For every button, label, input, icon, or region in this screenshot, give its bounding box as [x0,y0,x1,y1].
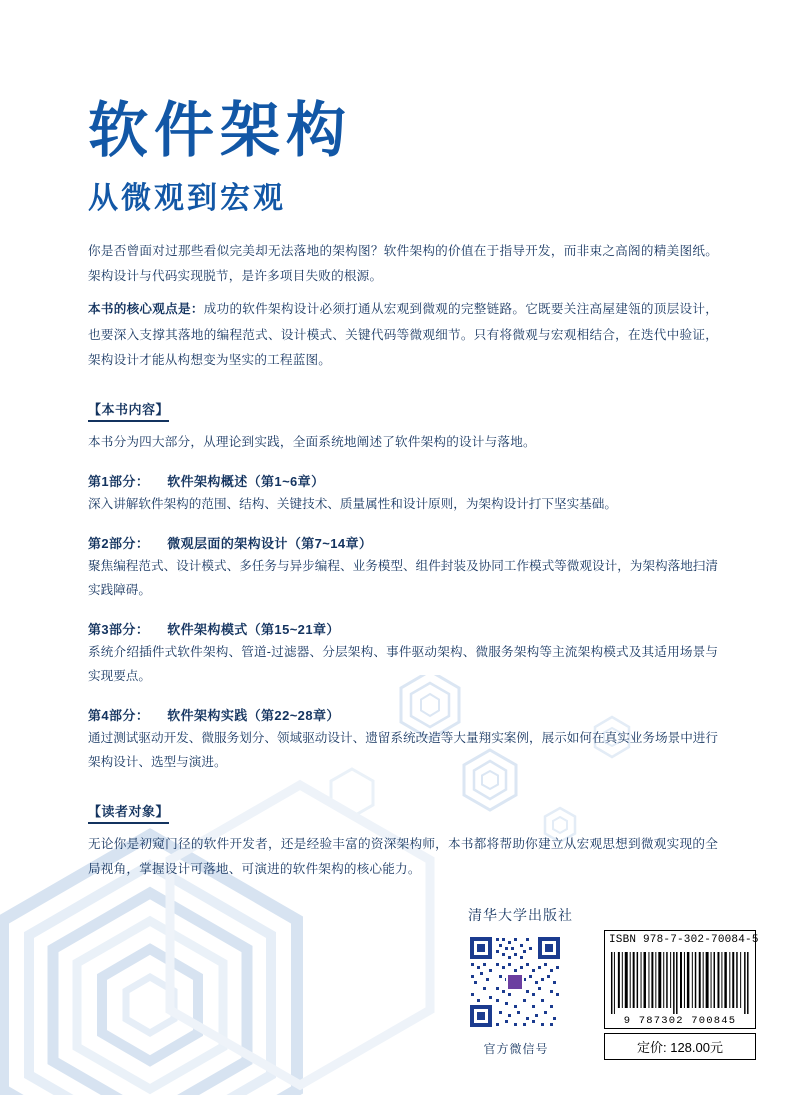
part-label-2: 第2部分： [88,535,150,551]
back-cover-content [88,96,718,882]
section-heading-contents: 【本书内容】 [88,399,169,422]
part-name-2: 微观层面的架构设计（第7~14章） [167,535,373,551]
part-desc-1: 深入讲解软件架构的范围、结构、关键技术、质量属性和设计原则，为架构设计打下坚实基础。 [88,497,617,512]
part-name-4: 软件架构实践（第22~28章） [167,707,340,723]
isbn-barcode-block [604,930,759,1060]
part-desc-3: 系统介绍插件式软件架构、管道-过滤器、分层架构、事件驱动架构、微服务架构等主流架构模式及其适用场景与实现要点。 [88,644,718,684]
barcode [604,948,756,1029]
qr-caption: 官方微信号 [483,1042,549,1056]
part-title-4 [88,705,718,724]
book-title: 软件架构 [88,96,352,166]
intro-paragraph-2-lead: 本书的核心观点是： [88,302,204,317]
wechat-qr-code [468,935,562,1029]
part-name-3: 软件架构模式（第15~21章） [167,621,340,637]
publisher-name: 清华大学出版社 [468,907,573,923]
part-title-1 [88,471,718,490]
part-title-3 [88,619,718,638]
barcode-digits: 9 787302 700845 [623,1015,737,1027]
part-title-2 [88,533,718,552]
intro-paragraph-2-body: 成功的软件架构设计必须打通从宏观到微观的完整链路。它既要关注高屋建瓴的顶层设计，也要深入支撑其落地的编程范式、设计模式、关键代码等微观细节。只有将微观与宏观相结合，在迭代中验证，架构设计才能从构想变为坚实的工程蓝图。 [88,302,718,367]
part-label-4: 第4部分： [88,707,150,723]
price-label: 定价: 128.00元 [604,1033,756,1060]
section-heading-readers: 【读者对象】 [88,801,169,824]
isbn-text: ISBN 978-7-302-70084-5 [604,930,756,948]
intro-paragraph-2 [88,297,718,373]
readers-paragraph: 无论你是初窥门径的软件开发者，还是经验丰富的资深架构师，本书都将帮助你建立从宏观思想到微观实现的全局视角，掌握设计可落地、可演进的软件架构的核心能力。 [88,836,718,877]
part-desc-2: 聚焦编程范式、设计模式、多任务与异步编程、业务模型、组件封装及协同工作模式等微观设计，为架构落地扫清实践障碍。 [88,558,718,598]
part-label-1: 第1部分： [88,474,150,490]
intro-paragraph-1: 你是否曾面对过那些看似完美却无法落地的架构图？软件架构的价值在于指导开发，而非束之高阁的精美图纸。架构设计与代码实现脱节，是许多项目失败的根源。 [88,244,718,284]
part-label-3: 第3部分： [88,621,150,637]
contents-lead: 本书分为四大部分，从理论到实践，全面系统地阐述了软件架构的设计与落地。 [88,434,536,449]
part-name-1: 软件架构概述（第1~6章） [167,474,325,490]
book-subtitle: 从微观到宏观 [88,181,286,216]
part-desc-4: 通过测试驱动开发、微服务划分、领域驱动设计、遗留系统改造等大量翔实案例，展示如何在真实业务场景中进行架构设计、选型与演进。 [88,730,718,770]
